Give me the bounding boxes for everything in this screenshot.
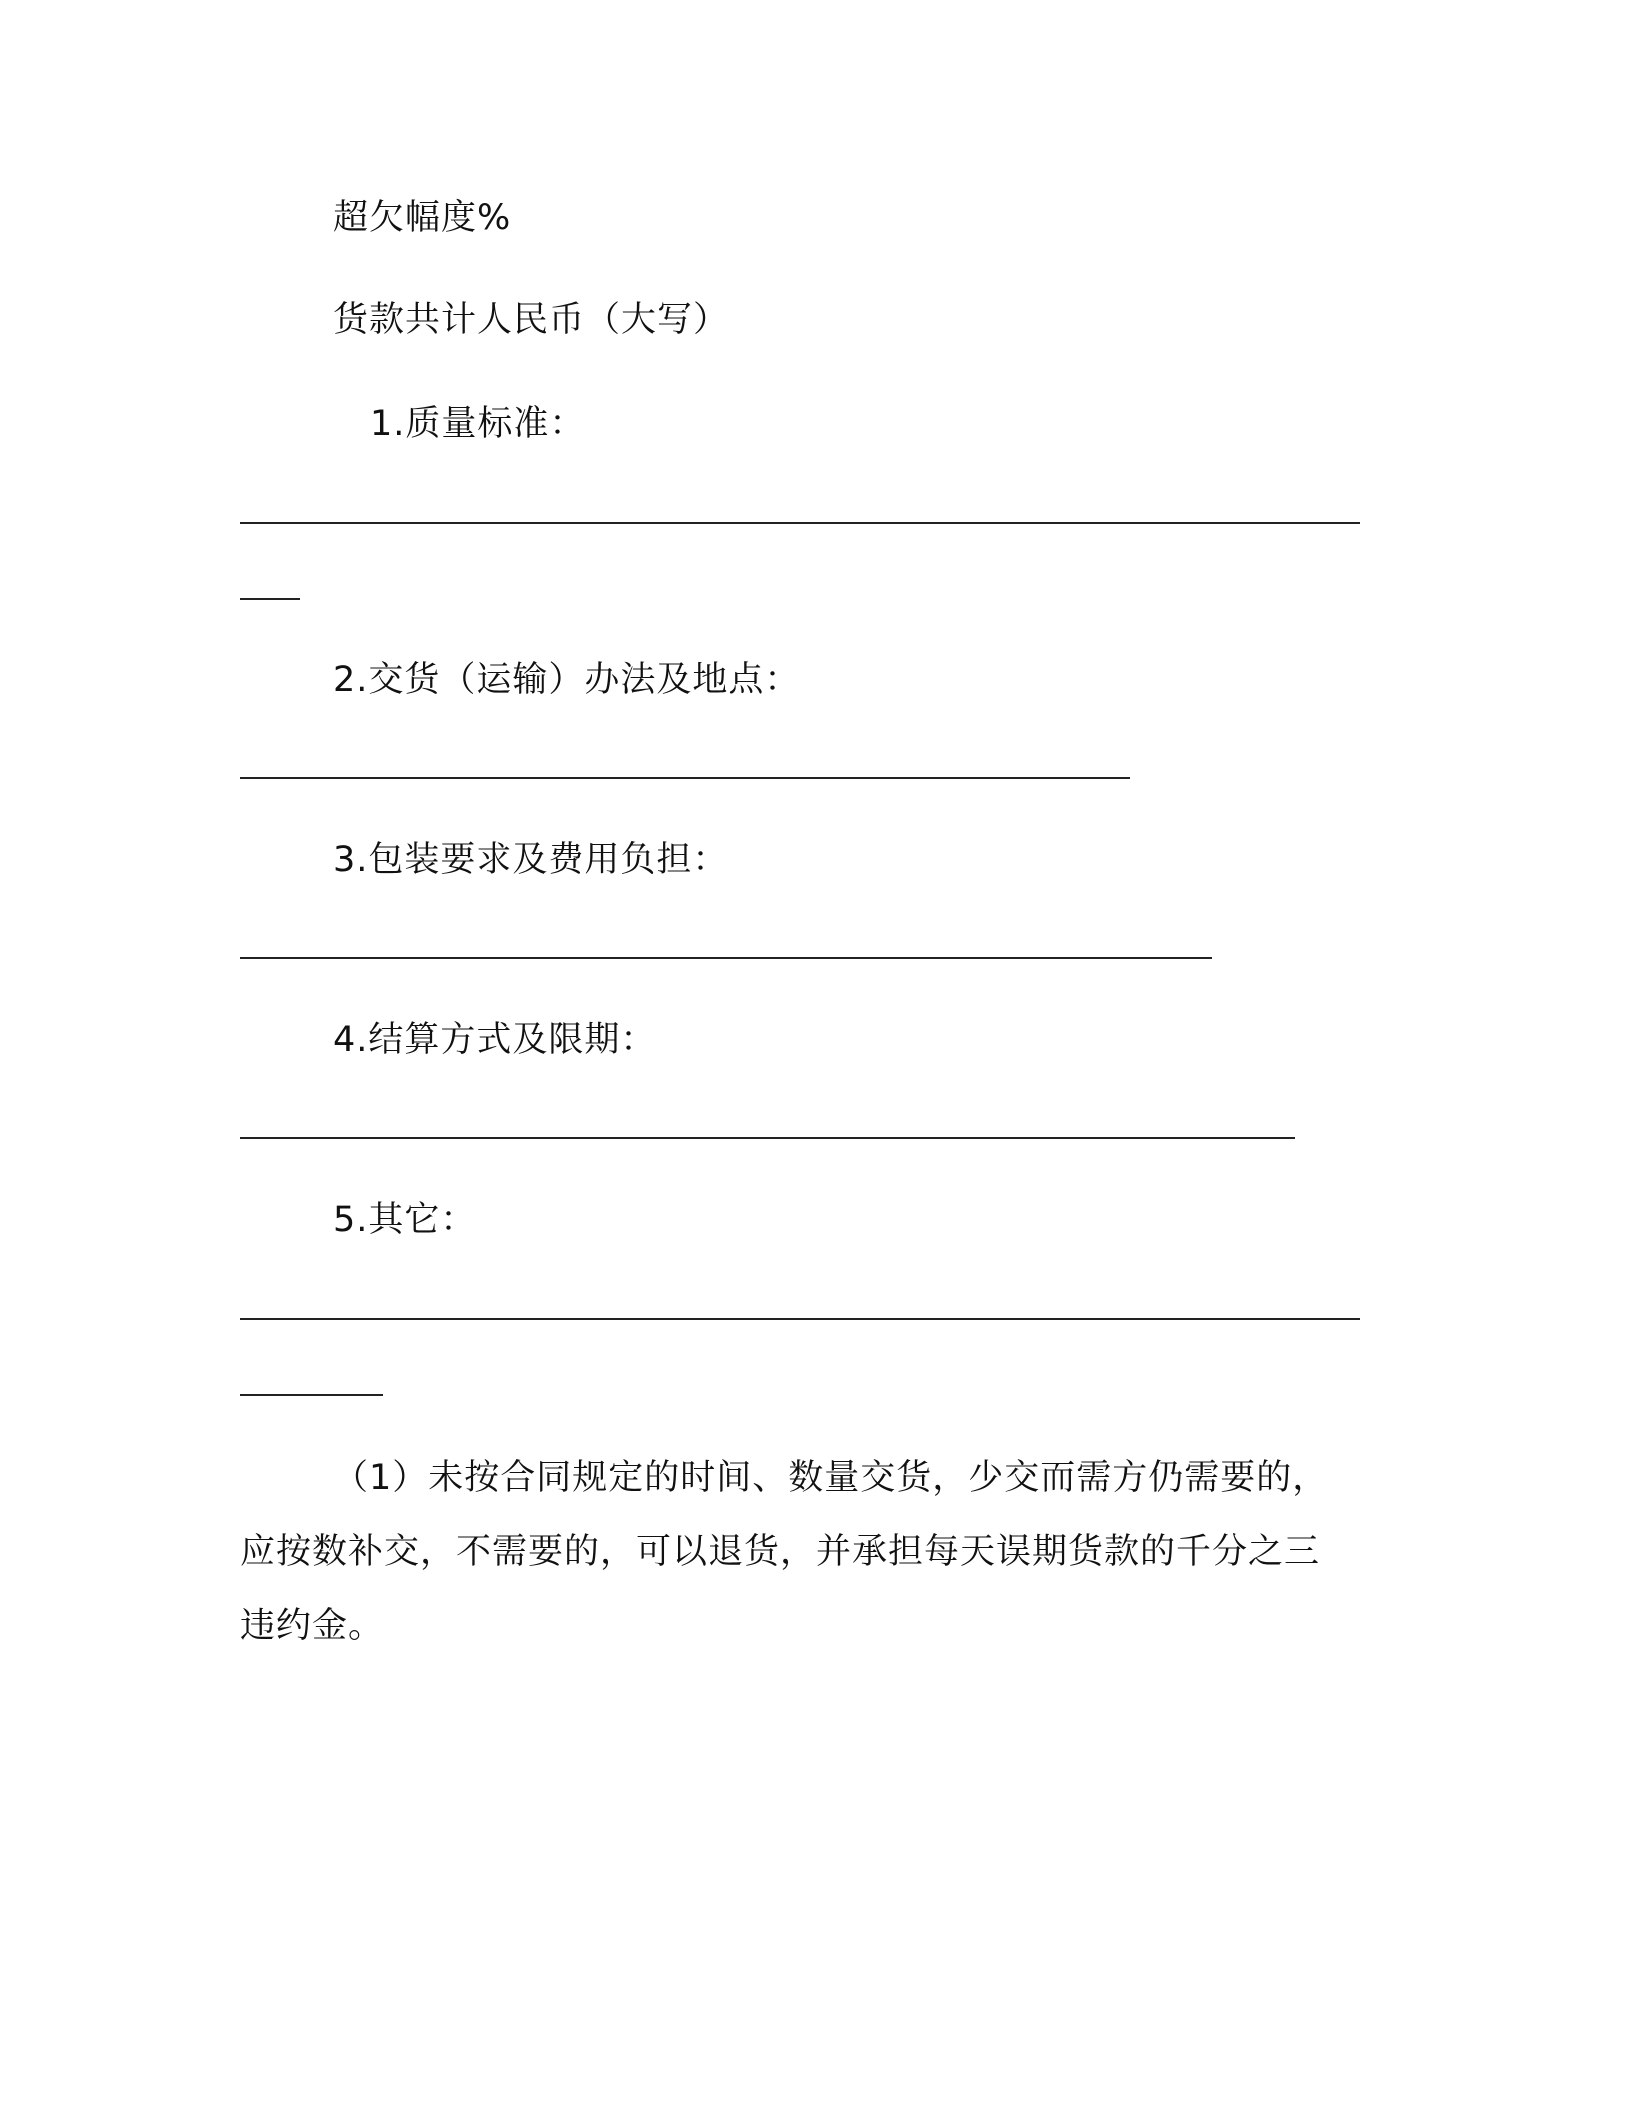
blank-line-5a xyxy=(240,1318,1360,1320)
over-under-range-label: 超欠幅度% xyxy=(333,198,512,238)
paragraph-line-3: 违约金。 xyxy=(240,1606,385,1646)
blank-line-3 xyxy=(240,957,1212,959)
blank-line-4 xyxy=(240,1137,1295,1139)
paragraph-line-2: 应按数补交，不需要的，可以退货，并承担每天误期货款的千分之三 xyxy=(240,1532,1321,1572)
clause-2-heading: 2.交货（运输）办法及地点： xyxy=(333,660,801,700)
clause-4-heading: 4.结算方式及限期： xyxy=(333,1020,657,1060)
clause-1-heading: 1.质量标准： xyxy=(370,404,586,444)
blank-line-5b xyxy=(240,1394,383,1396)
total-payment-label: 货款共计人民币（大写） xyxy=(333,300,730,340)
paragraph-line-1: （1）未按合同规定的时间、数量交货，少交而需方仍需要的， xyxy=(333,1458,1329,1498)
blank-line-1a xyxy=(240,522,1360,524)
clause-5-heading: 5.其它： xyxy=(333,1200,477,1240)
clause-3-heading: 3.包装要求及费用负担： xyxy=(333,840,729,880)
blank-line-1b xyxy=(240,598,300,600)
blank-line-2 xyxy=(240,777,1130,779)
